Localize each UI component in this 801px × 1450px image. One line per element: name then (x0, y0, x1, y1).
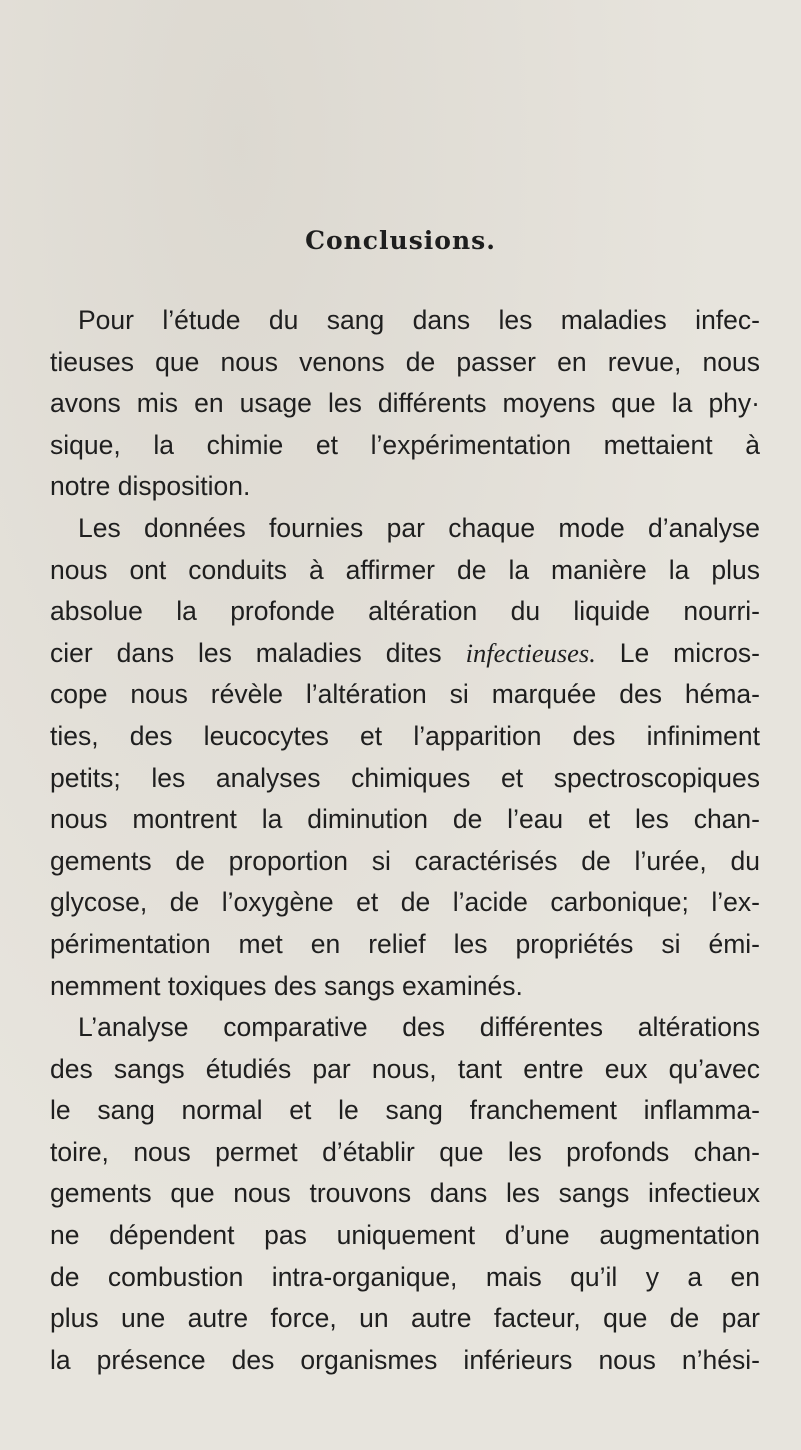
text-line: cope nous révèle l’altération si marquée des héma- (50, 679, 760, 710)
text-line: absolue la profonde altération du liquide nourri- (50, 596, 760, 627)
text-line: de combustion intra-organique, mais qu’il y a en (50, 1261, 760, 1292)
text-line: nous montrent la diminution de l’eau et les chan- (50, 804, 760, 835)
text-line: sique, la chimie et l’expérimentation mettaient à (50, 429, 760, 460)
text-line: gements que nous trouvons dans les sangs infectieux (50, 1178, 760, 1209)
text-line: la présence des organismes inférieurs nous n’hési- (50, 1344, 760, 1375)
text-line: périmentation met en relief les propriétés si émi- (50, 928, 760, 959)
text-line: L’analyse comparative des différentes altérations (78, 1012, 760, 1043)
text-line: Pour l’étude du sang dans les maladies infec- (78, 305, 760, 335)
text-segment: cier dans les maladies dites (50, 637, 466, 668)
text-line: plus une autre force, un autre facteur, que de par (50, 1303, 760, 1334)
text-line: des sangs étudiés par nous, tant entre eux qu’avec (50, 1053, 760, 1084)
body-text (50, 300, 760, 1381)
text-line: petits; les analyses chimiques et spectroscopiques (50, 762, 760, 793)
text-line: nous ont conduits à affirmer de la manière la plus (50, 554, 760, 585)
italic-term: infectieuses. (465, 637, 596, 668)
section-heading: Conclusions. (305, 226, 496, 255)
text-line: notre disposition. (50, 471, 251, 502)
text-line: tieuses que nous venons de passer en revue, nous (50, 346, 760, 377)
text-line: toire, nous permet d’établir que les profonds chan- (50, 1136, 760, 1167)
text-line: le sang normal et le sang franchement inflamma- (50, 1095, 760, 1126)
text-line: gements de proportion si caractérisés de l’urée, du (50, 845, 760, 876)
text-line-mixed (50, 633, 760, 675)
text-line: Les données fournies par chaque mode d’analyse (78, 512, 760, 543)
text-line: ties, des leucocytes et l’apparition des infiniment (50, 720, 760, 751)
text-line: avons mis en usage les différents moyens que la phy· (50, 388, 760, 419)
text-segment: Le micros- (595, 637, 760, 668)
text-line: glycose, de l’oxygène et de l’acide carbonique; l’ex- (50, 887, 760, 918)
text-line: ne dépendent pas uniquement d’une augmentation (50, 1220, 760, 1251)
text-line: nemment toxiques des sangs examinés. (50, 970, 523, 1001)
